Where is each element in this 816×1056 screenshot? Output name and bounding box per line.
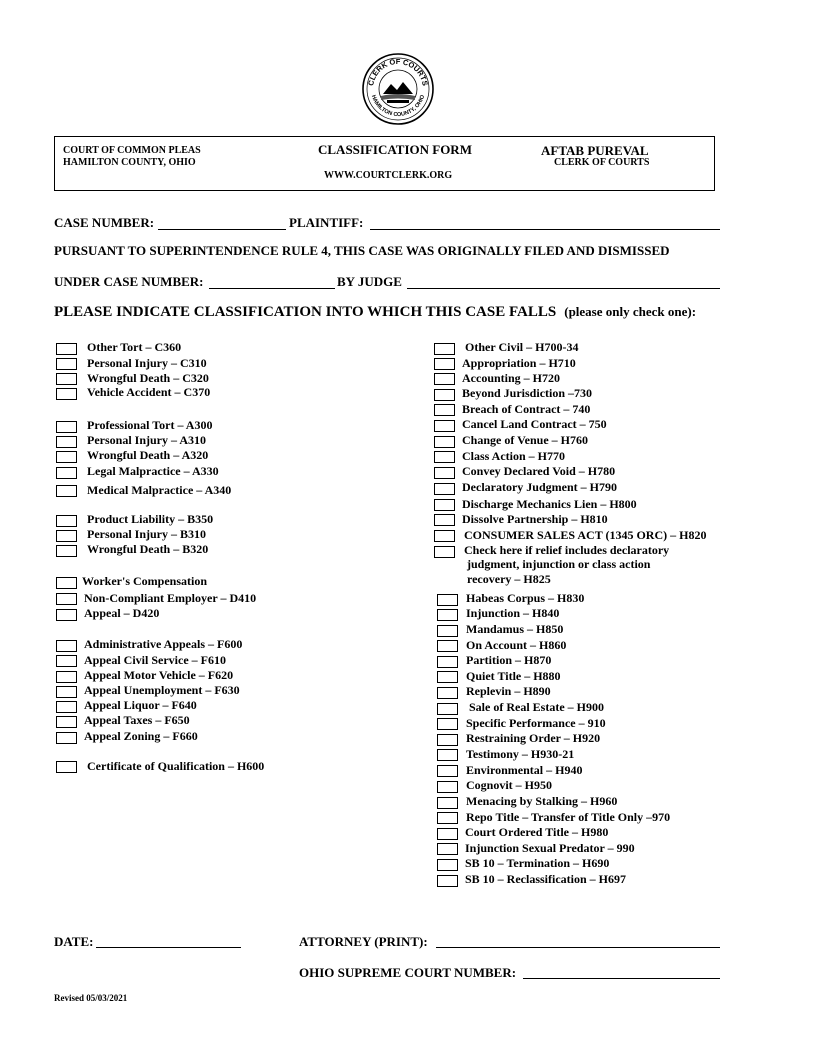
checkbox-consumer-sales-act[interactable] (434, 530, 455, 542)
date-label: DATE: (54, 934, 94, 949)
instruction-note: (please only check one): (564, 304, 697, 319)
option-label: Medical Malpractice – A340 (87, 483, 232, 497)
option-label: Breach of Contract – 740 (462, 402, 591, 416)
option-label: Wrongful Death – C320 (87, 371, 209, 385)
option-label: Product Liability – B350 (87, 512, 214, 526)
checkbox-appeal-d420[interactable] (56, 609, 77, 621)
option-label: Personal Injury – B310 (87, 527, 207, 541)
checkbox-declaratory-relief[interactable] (434, 546, 455, 558)
date-field[interactable] (96, 947, 241, 948)
checkbox-medical-malpractice[interactable] (56, 485, 77, 497)
option-label-line3: recovery – H825 (467, 572, 551, 586)
option-label: Personal Injury – A310 (87, 433, 207, 447)
checkbox-replevin[interactable] (437, 687, 458, 699)
option-label: Change of Venue – H760 (462, 433, 589, 447)
option-label: Testimony – H930-21 (466, 747, 575, 761)
checkbox-appeal-zoning[interactable] (56, 732, 77, 744)
clerk-name: AFTAB PUREVAL (541, 143, 649, 158)
clerk-of-courts-seal (361, 52, 435, 126)
option-label: Wrongful Death – A320 (87, 448, 209, 462)
checkbox-injunction[interactable] (437, 609, 458, 621)
option-label: Appeal Civil Service – F610 (84, 653, 226, 667)
checkbox-legal-malpractice[interactable] (56, 467, 77, 479)
option-label: Quiet Title – H880 (466, 669, 561, 683)
option-label: Injunction – H840 (466, 606, 560, 620)
checkbox-sale-of-real-estate[interactable] (437, 703, 458, 715)
option-label: Accounting – H720 (462, 371, 561, 385)
option-label-line2: judgment, injunction or class action (467, 557, 651, 571)
option-label: Environmental – H940 (466, 763, 583, 777)
attorney-label: ATTORNEY (PRINT): (299, 934, 428, 949)
checkbox-appropriation[interactable] (434, 358, 455, 370)
checkbox-partition[interactable] (437, 656, 458, 668)
checkbox-wrongful-death-a320[interactable] (56, 451, 77, 463)
checkbox-environmental[interactable] (437, 765, 458, 777)
option-label: Appropriation – H710 (462, 356, 576, 370)
checkbox-sb10-reclassification[interactable] (437, 875, 458, 887)
plaintiff-label: PLAINTIFF: (289, 215, 364, 230)
option-label: CONSUMER SALES ACT (1345 ORC) – H820 (464, 528, 707, 542)
option-label: Mandamus – H850 (466, 622, 564, 636)
option-label: SB 10 – Termination – H690 (465, 856, 610, 870)
option-label: Habeas Corpus – H830 (466, 591, 585, 605)
option-label: On Account – H860 (466, 638, 567, 652)
option-label: Appeal Taxes – F650 (84, 713, 190, 727)
option-label: Worker's Compensation (82, 574, 208, 588)
option-label: Appeal Zoning – F660 (84, 729, 198, 743)
court-name-line1: COURT OF COMMON PLEAS (63, 145, 201, 156)
checkbox-appeal-unemployment[interactable] (56, 686, 77, 698)
checkbox-certificate-of-qualification[interactable] (56, 761, 77, 773)
option-label: Vehicle Accident – C370 (87, 385, 211, 399)
svg-text:HAMILTON COUNTY, OHIO: HAMILTON COUNTY, OHIO (369, 94, 427, 119)
checkbox-injunction-sexual-predator[interactable] (437, 843, 458, 855)
checkbox-declaratory-judgment[interactable] (434, 483, 455, 495)
option-label: Replevin – H890 (466, 684, 551, 698)
checkbox-dissolve-partnership[interactable] (434, 514, 455, 526)
option-label: Sale of Real Estate – H900 (469, 700, 604, 714)
instruction-main: PLEASE INDICATE CLASSIFICATION INTO WHICH THIS CASE FALLS (54, 304, 557, 320)
attorney-field[interactable] (436, 947, 720, 948)
checkbox-appeal-taxes[interactable] (56, 716, 77, 728)
checkbox-professional-tort[interactable] (56, 421, 77, 433)
option-label: Appeal – D420 (84, 606, 160, 620)
option-label: Certificate of Qualification – H600 (87, 759, 265, 773)
checkbox-other-civil[interactable] (434, 343, 455, 355)
supreme-court-number-field[interactable] (523, 978, 720, 979)
checkbox-personal-injury-a310[interactable] (56, 436, 77, 448)
checkbox-on-account[interactable] (437, 640, 458, 652)
checkbox-appeal-liquor[interactable] (56, 701, 77, 713)
checkbox-restraining-order[interactable] (437, 734, 458, 746)
checkbox-product-liability[interactable] (56, 515, 77, 527)
checkbox-personal-injury-c310[interactable] (56, 358, 77, 370)
checkbox-class-action[interactable] (434, 451, 455, 463)
option-label: Cognovit – H950 (466, 778, 553, 792)
option-label: Specific Performance – 910 (466, 716, 606, 730)
checkbox-wrongful-death-b320[interactable] (56, 545, 77, 557)
checkbox-other-tort[interactable] (56, 343, 77, 355)
option-label: Injunction Sexual Predator – 990 (465, 841, 635, 855)
checkbox-accounting[interactable] (434, 373, 455, 385)
option-label: Check here if relief includes declaratory (464, 543, 670, 557)
option-label: Menacing by Stalking – H960 (466, 794, 618, 808)
option-label: Legal Malpractice – A330 (87, 464, 219, 478)
option-label: Non-Compliant Employer – D410 (84, 591, 257, 605)
checkbox-appeal-motor-vehicle[interactable] (56, 671, 77, 683)
pursuant-text: PURSUANT TO SUPERINTENDENCE RULE 4, THIS CASE WAS ORIGINALLY FILED AND DISMISSED (54, 243, 670, 258)
checkbox-repo-title[interactable] (437, 812, 458, 824)
option-label: Professional Tort – A300 (87, 418, 213, 432)
checkbox-habeas-corpus[interactable] (437, 594, 458, 606)
by-judge-label: BY JUDGE (337, 274, 402, 289)
option-label: Repo Title – Transfer of Title Only –970 (466, 810, 671, 824)
checkbox-vehicle-accident[interactable] (56, 388, 77, 400)
option-label: Administrative Appeals – F600 (84, 637, 243, 651)
judge-field[interactable] (407, 288, 720, 289)
checkbox-court-ordered-title[interactable] (437, 828, 458, 840)
option-label: Appeal Liquor – F640 (84, 698, 197, 712)
option-label: Partition – H870 (466, 653, 552, 667)
option-label: Class Action – H770 (462, 449, 566, 463)
under-case-number-label: UNDER CASE NUMBER: (54, 274, 204, 289)
option-label: SB 10 – Reclassification – H697 (465, 872, 626, 886)
case-number-label: CASE NUMBER: (54, 215, 155, 230)
checkbox-breach-of-contract[interactable] (434, 404, 455, 416)
option-label: Dissolve Partnership – H810 (462, 512, 608, 526)
option-label: Court Ordered Title – H980 (465, 825, 609, 839)
option-label: Beyond Jurisdiction –730 (462, 386, 593, 400)
checkbox-menacing-by-stalking[interactable] (437, 797, 458, 809)
checkbox-personal-injury-b310[interactable] (56, 530, 77, 542)
revised-date: Revised 05/03/2021 (54, 993, 128, 1003)
option-label: Appeal Unemployment – F630 (84, 683, 240, 697)
checkbox-beyond-jurisdiction[interactable] (434, 389, 455, 401)
checkbox-discharge-mechanics-lien[interactable] (434, 499, 455, 511)
option-label: Personal Injury – C310 (87, 356, 207, 370)
checkbox-mandamus[interactable] (437, 625, 458, 637)
website: WWW.COURTCLERK.ORG (324, 170, 453, 181)
checkbox-appeal-civil-service[interactable] (56, 655, 77, 667)
under-case-number-field[interactable] (209, 288, 335, 289)
checkbox-testimony[interactable] (437, 749, 458, 761)
checkbox-cognovit[interactable] (437, 781, 458, 793)
option-label: Convey Declared Void – H780 (462, 464, 616, 478)
checkbox-cancel-land-contract[interactable] (434, 420, 455, 432)
checkbox-sb10-termination[interactable] (437, 859, 458, 871)
option-label: Other Civil – H700-34 (465, 340, 579, 354)
checkbox-workers-compensation[interactable] (56, 577, 77, 589)
option-label: Wrongful Death – B320 (87, 542, 209, 556)
option-label: Declaratory Judgment – H790 (462, 480, 617, 494)
court-name-line2: HAMILTON COUNTY, OHIO (63, 157, 196, 168)
form-title: CLASSIFICATION FORM (318, 142, 472, 157)
checkbox-specific-performance[interactable] (437, 718, 458, 730)
svg-text:CLERK OF COURTS: CLERK OF COURTS (366, 57, 430, 87)
clerk-title: CLERK OF COURTS (554, 157, 650, 168)
checkbox-change-of-venue[interactable] (434, 436, 455, 448)
option-label: Discharge Mechanics Lien – H800 (462, 497, 637, 511)
checkbox-wrongful-death-c320[interactable] (56, 373, 77, 385)
checkbox-non-compliant-employer[interactable] (56, 593, 77, 605)
supreme-court-number-label: OHIO SUPREME COURT NUMBER: (299, 965, 517, 980)
checkbox-convey-declared-void[interactable] (434, 467, 455, 479)
plaintiff-field[interactable] (370, 229, 720, 230)
option-label: Other Tort – C360 (87, 340, 182, 354)
checkbox-quiet-title[interactable] (437, 671, 458, 683)
classification-instruction (54, 303, 696, 321)
checkbox-administrative-appeals[interactable] (56, 640, 77, 652)
option-label: Cancel Land Contract – 750 (462, 417, 607, 431)
option-label: Restraining Order – H920 (466, 731, 601, 745)
option-label: Appeal Motor Vehicle – F620 (84, 668, 234, 682)
case-number-field[interactable] (158, 229, 286, 230)
